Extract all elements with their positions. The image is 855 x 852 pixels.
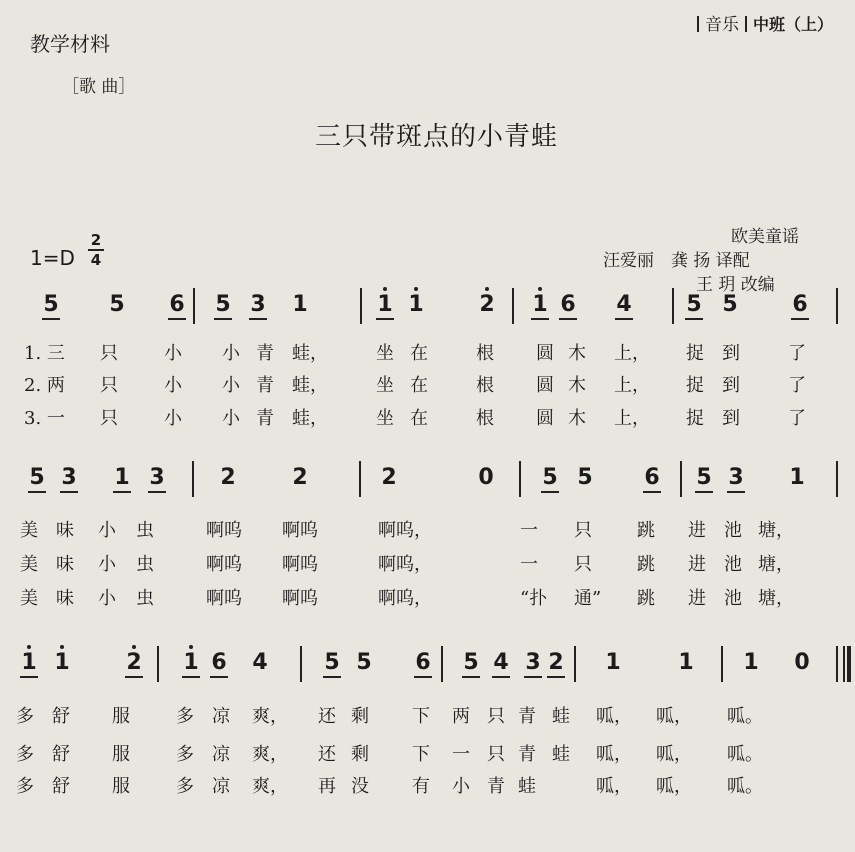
underline: [492, 676, 510, 678]
underline: [559, 318, 577, 320]
lyric: 美: [20, 554, 38, 575]
header-divider: [697, 16, 699, 32]
lyric: 舒: [52, 706, 70, 727]
note: 6: [560, 292, 576, 317]
final-bar-line: [847, 646, 851, 682]
octave-dot: [189, 645, 193, 649]
lyric: 小: [98, 554, 116, 575]
lyric: 呱。: [727, 744, 763, 765]
lyric: 蛙: [552, 744, 570, 765]
lyric: 蛙，: [292, 408, 328, 429]
lyric: 啊呜: [206, 554, 242, 575]
lyric: 一: [520, 520, 538, 541]
lyric: 啊呜: [282, 554, 318, 575]
header-divider: [745, 16, 747, 32]
lyric: 再: [318, 776, 336, 797]
underline: [148, 491, 166, 493]
lyric: 爽，: [252, 706, 288, 727]
lyric: 1. 三: [24, 343, 65, 364]
lyric: 3. 一: [24, 408, 65, 429]
note: 1: [292, 292, 308, 317]
lyric: 没: [351, 776, 369, 797]
underline: [60, 491, 78, 493]
underline: [20, 676, 38, 678]
lyric: 根: [476, 375, 494, 396]
lyric: 虫: [136, 554, 154, 575]
note: 6: [792, 292, 808, 317]
lyric: 小: [452, 776, 470, 797]
note: 6: [644, 465, 660, 490]
lyric: 凉: [212, 706, 230, 727]
bar-line: [157, 646, 159, 682]
lyric: 捉: [686, 375, 704, 396]
bar-line: [192, 461, 194, 497]
underline: [42, 318, 60, 320]
lyric: 下: [412, 744, 430, 765]
lyric: 2. 两: [24, 375, 65, 396]
lyric: 坐: [376, 343, 394, 364]
note: 1: [678, 650, 694, 675]
lyric: 味: [56, 520, 74, 541]
note: 0: [794, 650, 810, 675]
lyric: 啊呜: [206, 588, 242, 609]
lyric: 了: [788, 375, 806, 396]
lyric: 蛙: [518, 776, 536, 797]
underline: [643, 491, 661, 493]
lyric: 池: [724, 554, 742, 575]
lyric: 进: [688, 520, 706, 541]
lyric: 小: [222, 408, 240, 429]
bar-line: [360, 288, 362, 324]
lyric: 木: [568, 343, 586, 364]
lyric: 多: [176, 744, 194, 765]
time-signature: [88, 232, 104, 268]
lyric: 青: [256, 343, 274, 364]
note: 1: [183, 650, 199, 675]
lyric: 到: [722, 343, 740, 364]
lyric: 只: [100, 375, 118, 396]
lyric: 上，: [614, 375, 650, 396]
lyric: 蛙: [552, 706, 570, 727]
song-tag: ［歌 曲］: [62, 77, 136, 97]
lyric: 蛙，: [292, 343, 328, 364]
credit-translators: 汪爱丽 龚 扬 译配: [603, 251, 750, 271]
underline: [462, 676, 480, 678]
lyric: 美: [20, 588, 38, 609]
lyric: 通”: [574, 588, 602, 609]
lyric: 服: [112, 706, 130, 727]
lyric: 啊呜: [282, 520, 318, 541]
bar-line: [193, 288, 195, 324]
lyric: 只: [574, 554, 592, 575]
note: 5: [215, 292, 231, 317]
lyric: 有: [412, 776, 430, 797]
lyric: 青: [256, 375, 274, 396]
underline: [685, 318, 703, 320]
lyric: 圆: [536, 343, 554, 364]
lyric: 爽，: [252, 776, 288, 797]
bar-line: [843, 646, 845, 682]
lyric: 小: [164, 408, 182, 429]
lyric: 圆: [536, 408, 554, 429]
bar-line: [574, 646, 576, 682]
lyric: 坐: [376, 408, 394, 429]
lyric: 舒: [52, 744, 70, 765]
lyric: 啊呜，: [378, 588, 432, 609]
note: 5: [542, 465, 558, 490]
underline: [323, 676, 341, 678]
note: 1: [408, 292, 424, 317]
credit-arranger: 王 玥 改编: [696, 275, 775, 295]
key-signature: 1=D: [30, 246, 75, 270]
note: 5: [43, 292, 59, 317]
lyric: 呱，: [596, 744, 632, 765]
note: 5: [324, 650, 340, 675]
lyric: 呱，: [656, 776, 692, 797]
time-signature-bottom: 4: [90, 251, 102, 269]
lyric: 一: [452, 744, 470, 765]
underline: [113, 491, 131, 493]
lyric: 只: [574, 520, 592, 541]
lyric: 木: [568, 375, 586, 396]
header-subject: 音乐: [704, 15, 739, 35]
underline: [182, 676, 200, 678]
note: 5: [463, 650, 479, 675]
bar-line: [836, 646, 838, 682]
lyric: 小: [98, 520, 116, 541]
lyric: 啊呜: [282, 588, 318, 609]
note: 1: [605, 650, 621, 675]
note: 2: [381, 465, 397, 490]
lyric: 塘，: [758, 588, 794, 609]
underline: [531, 318, 549, 320]
note: 1: [21, 650, 37, 675]
underline: [249, 318, 267, 320]
note: 5: [29, 465, 45, 490]
lyric: 凉: [212, 744, 230, 765]
octave-dot: [132, 645, 136, 649]
lyric: 啊呜，: [378, 554, 432, 575]
underline: [791, 318, 809, 320]
lyric: 服: [112, 744, 130, 765]
bar-line: [721, 646, 723, 682]
octave-dot: [60, 645, 64, 649]
lyric: 美: [20, 520, 38, 541]
bar-line: [836, 288, 838, 324]
note: 1: [789, 465, 805, 490]
octave-dot: [538, 287, 542, 291]
lyric: “扑: [520, 588, 548, 609]
lyric: 啊呜，: [378, 520, 432, 541]
note: 6: [211, 650, 227, 675]
lyric: 了: [788, 408, 806, 429]
lyric: 青: [518, 706, 536, 727]
lyric: 在: [410, 343, 428, 364]
bar-line: [836, 461, 838, 497]
page-header: [691, 10, 833, 35]
note: 1: [743, 650, 759, 675]
lyric: 舒: [52, 776, 70, 797]
note: 2: [292, 465, 308, 490]
lyric: 呱，: [656, 706, 692, 727]
lyric: 池: [724, 520, 742, 541]
underline: [214, 318, 232, 320]
note: 5: [356, 650, 372, 675]
lyric: 爽，: [252, 744, 288, 765]
lyric: 蛙，: [292, 375, 328, 396]
bar-line: [359, 461, 361, 497]
lyric: 多: [176, 706, 194, 727]
lyric: 跳: [637, 588, 655, 609]
underline: [125, 676, 143, 678]
bar-line: [512, 288, 514, 324]
lyric: 味: [56, 588, 74, 609]
note: 1: [54, 650, 70, 675]
lyric: 塘，: [758, 554, 794, 575]
lyric: 捉: [686, 408, 704, 429]
note: 3: [61, 465, 77, 490]
underline: [414, 676, 432, 678]
lyric: 跳: [637, 520, 655, 541]
lyric: 根: [476, 343, 494, 364]
note: 2: [220, 465, 236, 490]
lyric: 味: [56, 554, 74, 575]
lyric: 在: [410, 408, 428, 429]
lyric: 青: [518, 744, 536, 765]
lyric: 呱，: [596, 776, 632, 797]
lyric: 只: [100, 408, 118, 429]
note: 5: [686, 292, 702, 317]
note: 5: [696, 465, 712, 490]
lyric: 小: [222, 343, 240, 364]
lyric: 凉: [212, 776, 230, 797]
lyric: 只: [487, 744, 505, 765]
note: 5: [577, 465, 593, 490]
bar-line: [680, 461, 682, 497]
lyric: 池: [724, 588, 742, 609]
note: 4: [493, 650, 509, 675]
underline: [168, 318, 186, 320]
note: 5: [722, 292, 738, 317]
note: 3: [728, 465, 744, 490]
octave-dot: [27, 645, 31, 649]
note: 6: [169, 292, 185, 317]
underline: [210, 676, 228, 678]
lyric: 圆: [536, 375, 554, 396]
lyric: 多: [16, 744, 34, 765]
note: 5: [109, 292, 125, 317]
lyric: 上，: [614, 343, 650, 364]
underline: [547, 676, 565, 678]
lyric: 小: [164, 343, 182, 364]
header-grade: 中班（上）: [752, 15, 833, 34]
note: 1: [532, 292, 548, 317]
lyric: 呱，: [656, 744, 692, 765]
lyric: 小: [222, 375, 240, 396]
lyric: 啊呜: [206, 520, 242, 541]
lyric: 虫: [136, 520, 154, 541]
note: 0: [478, 465, 494, 490]
lyric: 根: [476, 408, 494, 429]
underline: [28, 491, 46, 493]
lyric: 虫: [136, 588, 154, 609]
bar-line: [441, 646, 443, 682]
lyric: 小: [98, 588, 116, 609]
underline: [376, 318, 394, 320]
note: 3: [250, 292, 266, 317]
bar-line: [300, 646, 302, 682]
note: 2: [548, 650, 564, 675]
note: 3: [149, 465, 165, 490]
underline: [615, 318, 633, 320]
lyric: 进: [688, 588, 706, 609]
lyric: 只: [487, 706, 505, 727]
lyric: 捉: [686, 343, 704, 364]
lyric: 还: [318, 706, 336, 727]
note: 2: [126, 650, 142, 675]
underline: [695, 491, 713, 493]
octave-dot: [414, 287, 418, 291]
lyric: 上，: [614, 408, 650, 429]
lyric: 下: [412, 706, 430, 727]
lyric: 多: [16, 776, 34, 797]
lyric: 塘，: [758, 520, 794, 541]
underline: [727, 491, 745, 493]
lyric: 剩: [351, 706, 369, 727]
note: 1: [377, 292, 393, 317]
note: 1: [114, 465, 130, 490]
lyric: 呱。: [727, 706, 763, 727]
lyric: 两: [452, 706, 470, 727]
underline: [541, 491, 559, 493]
lyric: 还: [318, 744, 336, 765]
octave-dot: [383, 287, 387, 291]
octave-dot: [485, 287, 489, 291]
lyric: 服: [112, 776, 130, 797]
lyric: 只: [100, 343, 118, 364]
note: 4: [252, 650, 268, 675]
bar-line: [672, 288, 674, 324]
time-signature-top: 2: [90, 231, 102, 249]
section-title: 教学材料: [30, 32, 110, 56]
lyric: 跳: [637, 554, 655, 575]
lyric: 到: [722, 408, 740, 429]
lyric: 剩: [351, 744, 369, 765]
underline: [524, 676, 542, 678]
lyric: 呱，: [596, 706, 632, 727]
lyric: 一: [520, 554, 538, 575]
lyric: 多: [176, 776, 194, 797]
note: 4: [616, 292, 632, 317]
song-title: 三只带斑点的小青蛙: [315, 122, 559, 152]
note: 2: [479, 292, 495, 317]
lyric: 在: [410, 375, 428, 396]
lyric: 多: [16, 706, 34, 727]
lyric: 青: [256, 408, 274, 429]
lyric: 到: [722, 375, 740, 396]
note: 6: [415, 650, 431, 675]
lyric: 进: [688, 554, 706, 575]
lyric: 了: [788, 343, 806, 364]
lyric: 青: [487, 776, 505, 797]
lyric: 木: [568, 408, 586, 429]
lyric: 呱。: [727, 776, 763, 797]
credit-origin: 欧美童谣: [731, 227, 799, 247]
lyric: 坐: [376, 375, 394, 396]
bar-line: [519, 461, 521, 497]
note: 3: [525, 650, 541, 675]
lyric: 小: [164, 375, 182, 396]
